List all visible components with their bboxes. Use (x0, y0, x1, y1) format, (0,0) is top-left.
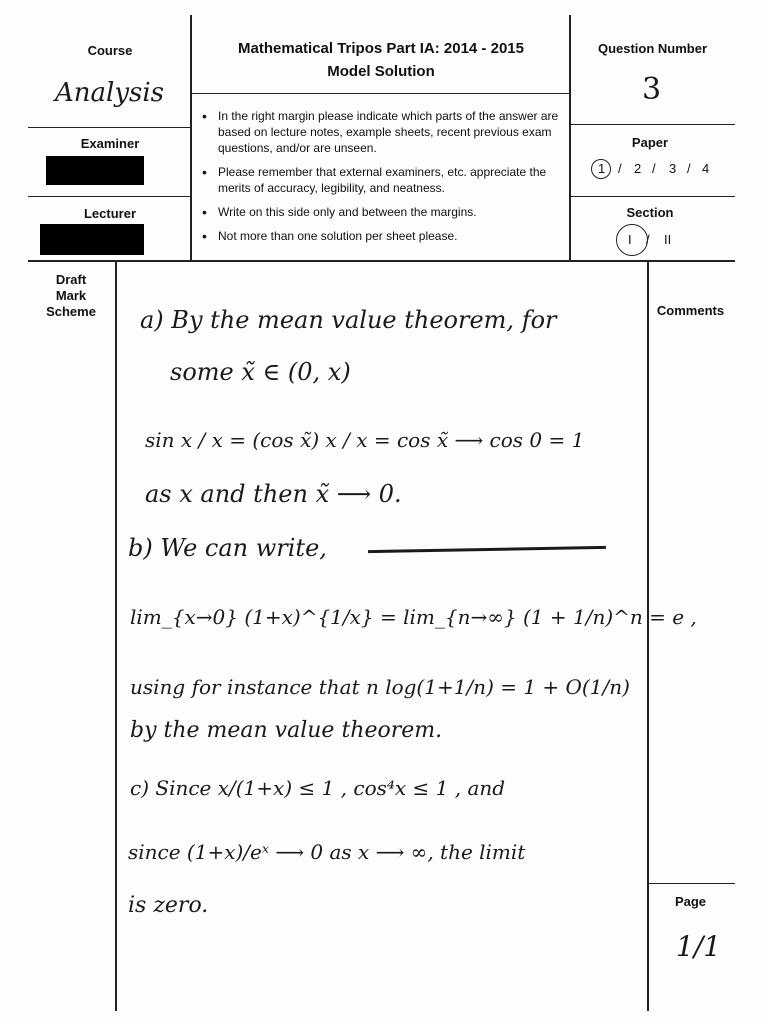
lecturer-redaction (40, 224, 144, 255)
section-selected-circle (616, 224, 648, 256)
page-label: Page (674, 894, 707, 909)
strikethrough-scribble (368, 546, 606, 553)
question-number-label: Question Number (597, 41, 708, 56)
solution-b-line-3: using for instance that n log(1+1/n) = 1 + O(1/n) (130, 675, 630, 699)
solution-b-line-1: b) We can write, (128, 534, 327, 562)
right-rule-2 (570, 196, 735, 197)
paper-option-3: 3 (669, 161, 677, 176)
instruction-item: • Please remember that external examiners, etc. appreciate the merits of accuracy, legibility, and neatness. (200, 164, 565, 196)
course-value: Analysis (55, 78, 165, 108)
solution-a-line-1: a) By the mean value theorem, for (140, 306, 557, 334)
examiner-redaction (46, 156, 144, 185)
instruction-item: • Not more than one solution per sheet please. (200, 228, 565, 244)
comments-label: Comments (656, 303, 725, 318)
left-rule-1 (28, 127, 190, 128)
solution-c-line-2: since (1+x)/eˣ ⟶ 0 as x ⟶ ∞, the limit (128, 840, 526, 864)
paper-separator: / (687, 161, 691, 176)
left-rule-2 (28, 196, 190, 197)
question-number-value: 3 (642, 72, 662, 107)
solution-c-line-1: c) Since x/(1+x) ≤ 1 , cos⁴x ≤ 1 , and (130, 776, 506, 800)
lecturer-label: Lecturer (83, 206, 137, 221)
section-option-1: I (628, 232, 632, 247)
right-rule-1 (570, 124, 735, 125)
paper-option-4: 4 (702, 161, 710, 176)
draft-label: Draft (55, 272, 87, 287)
paper-separator: / (618, 161, 622, 176)
paper-option-1: 1 (598, 161, 606, 176)
section-option-2: II (664, 232, 672, 247)
body-left-margin (115, 261, 117, 1011)
paper-separator: / (652, 161, 656, 176)
paper-option-2: 2 (634, 161, 642, 176)
section-label: Section (626, 205, 674, 220)
examiner-label: Examiner (80, 136, 140, 151)
solution-a-line-4: as x and then x̃ ⟶ 0. (145, 480, 402, 508)
page-title: Mathematical Tripos Part IA: 2014 - 2015 (238, 40, 524, 57)
scheme-label: Scheme (46, 304, 96, 319)
mark-label: Mark (55, 288, 87, 303)
solution-a-line-2: some x̃ ∈ (0, x) (170, 358, 351, 386)
instruction-item: • Write on this side only and between the margins. (200, 204, 565, 220)
draft-mark-scheme-label (30, 272, 112, 320)
page-box-rule (647, 883, 735, 884)
page-subtitle: Model Solution (327, 63, 435, 80)
solution-b-line-4: by the mean value theorem. (130, 718, 443, 743)
instructions-list (200, 108, 565, 252)
instruction-item: • In the right margin please indicate which parts of the answer are based on lecture notes, example sheets, recent previous exam questions, and/or are unseen. (200, 108, 565, 156)
course-label: Course (87, 43, 133, 58)
paper-label: Paper (631, 135, 669, 150)
section-separator: / (646, 232, 650, 247)
page-value: 1/1 (676, 930, 722, 963)
header-title-rule (190, 93, 570, 94)
solution-c-line-3: is zero. (128, 893, 209, 918)
solution-b-line-2: lim_{x→0} (1+x)^{1/x} = lim_{n→∞} (1 + 1/n)^n = e , (130, 605, 697, 629)
header-bottom-rule (28, 260, 735, 262)
solution-a-line-3: sin x / x = (cos x̃) x / x = cos x̃ ⟶ cos 0 = 1 (145, 428, 585, 452)
